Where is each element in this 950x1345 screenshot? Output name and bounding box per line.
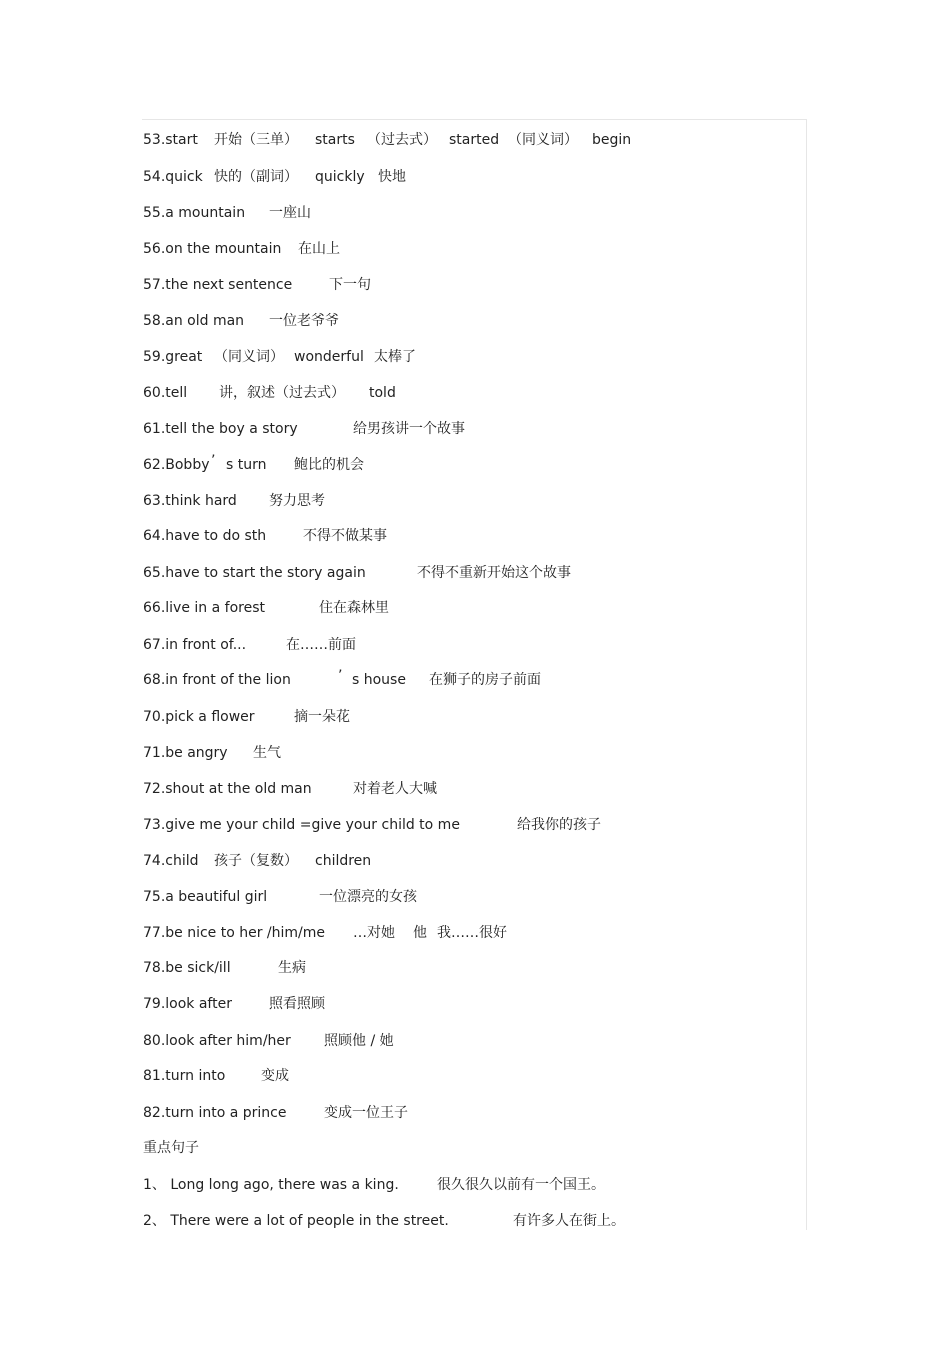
vocab-term: 55.a mountain	[143, 205, 246, 221]
vocab-term: 64.have to do sth	[143, 528, 267, 544]
vocab-term: 82.turn into a prince	[143, 1105, 287, 1121]
vocab-meaning: 在狮子的房子前面	[429, 672, 541, 688]
vocab-term: 75.a beautiful girl	[143, 889, 268, 905]
vocab-term: 66.live in a forest	[143, 600, 265, 616]
vocab-meaning: …对她	[353, 925, 395, 941]
vocab-form: quickly	[315, 169, 365, 185]
vocab-meaning: 太棒了	[374, 349, 416, 365]
vocab-term: 59.great	[143, 349, 203, 365]
key-sentences-heading: 重点句子	[143, 1140, 199, 1156]
vocab-term: 71.be angry	[143, 745, 228, 761]
vocab-meaning: 一位老爷爷	[269, 313, 339, 329]
vocab-apostrophe: ’	[211, 453, 216, 469]
vocab-meaning: 生气	[253, 745, 281, 761]
vocab-meaning: 住在森林里	[319, 600, 389, 616]
vocab-meaning: 给我你的孩子	[517, 817, 601, 833]
sentence-english: 1、 Long long ago, there was a king.	[143, 1177, 399, 1193]
vocab-term: 67.in front of...	[143, 637, 247, 653]
vocab-note: （同义词）	[214, 349, 284, 365]
vocab-meaning: 孩子（复数）	[214, 853, 298, 869]
vocab-term: s house	[352, 672, 406, 688]
vocab-term: 68.in front of the lion	[143, 672, 291, 688]
vocab-meaning: 给男孩讲一个故事	[353, 421, 465, 437]
vocab-meaning: 不得不重新开始这个故事	[417, 565, 571, 581]
vocab-term: 60.tell	[143, 385, 188, 401]
vocab-meaning: 变成一位王子	[324, 1105, 408, 1121]
vocab-term: 74.child	[143, 853, 199, 869]
vocab-meaning: 我……很好	[437, 925, 507, 941]
vocab-meaning: 在……前面	[286, 637, 356, 653]
vocab-term: 56.on the mountain	[143, 241, 282, 257]
vocab-term: 81.turn into	[143, 1068, 226, 1084]
vocab-term: 73.give me your child =give your child to me	[143, 817, 460, 833]
vocab-term: 53.start	[143, 132, 198, 148]
vocab-term: 57.the next sentence	[143, 277, 293, 293]
vocab-meaning: 变成	[261, 1068, 289, 1084]
vocab-meaning: 照看照顾	[269, 996, 325, 1012]
vocab-meaning: 摘一朵花	[294, 709, 350, 725]
vocab-term: 63.think hard	[143, 493, 237, 509]
vocab-meaning: 快的（副词）	[214, 169, 298, 185]
vocab-term: 65.have to start the story again	[143, 565, 366, 581]
vocab-meaning: 讲，叙述（过去式）	[219, 385, 345, 401]
vocab-meaning: 在山上	[298, 241, 340, 257]
vocab-form: wonderful	[294, 349, 364, 365]
vocab-apostrophe: ’	[338, 668, 343, 684]
vocab-form: started	[449, 132, 500, 148]
vocab-meaning: 努力思考	[269, 493, 325, 509]
vocab-term: 61.tell the boy a story	[143, 421, 298, 437]
vocab-term: s turn	[226, 457, 267, 473]
vocab-term: 62.Bobby	[143, 457, 210, 473]
vocab-form: told	[369, 385, 396, 401]
vocab-term: 54.quick	[143, 169, 203, 185]
vocab-meaning: 下一句	[329, 277, 371, 293]
vocab-meaning: 一位漂亮的女孩	[319, 889, 417, 905]
sentence-english: 2、 There were a lot of people in the street.	[143, 1213, 449, 1229]
sentence-chinese: 很久很久以前有一个国王。	[437, 1177, 605, 1193]
vocab-meaning: 鲍比的机会	[294, 457, 364, 473]
vocab-term: 58.an old man	[143, 313, 245, 329]
sentence-chinese: 有许多人在街上。	[513, 1213, 625, 1229]
vocab-meaning: 一座山	[269, 205, 311, 221]
vocab-meaning: 他	[413, 925, 427, 941]
vocab-meaning: 照顾他 / 她	[324, 1033, 394, 1049]
vocab-meaning: 开始（三单）	[214, 132, 298, 148]
vocab-form: begin	[592, 132, 632, 148]
vocab-form: starts	[315, 132, 355, 148]
vocab-note: （过去式）	[367, 132, 437, 148]
vocab-term: 77.be nice to her /him/me	[143, 925, 326, 941]
vocab-note: （同义词）	[508, 132, 578, 148]
vocab-term: 80.look after him/her	[143, 1033, 291, 1049]
vocab-term: 72.shout at the old man	[143, 781, 312, 797]
vocab-term: 70.pick a flower	[143, 709, 255, 725]
vocab-form: children	[315, 853, 372, 869]
vocab-meaning: 快地	[378, 169, 406, 185]
vocab-meaning: 生病	[278, 960, 306, 976]
vocab-term: 79.look after	[143, 996, 232, 1012]
vocab-term: 78.be sick/ill	[143, 960, 231, 976]
vocab-meaning: 不得不做某事	[303, 528, 387, 544]
vocab-meaning: 对着老人大喊	[353, 781, 437, 797]
